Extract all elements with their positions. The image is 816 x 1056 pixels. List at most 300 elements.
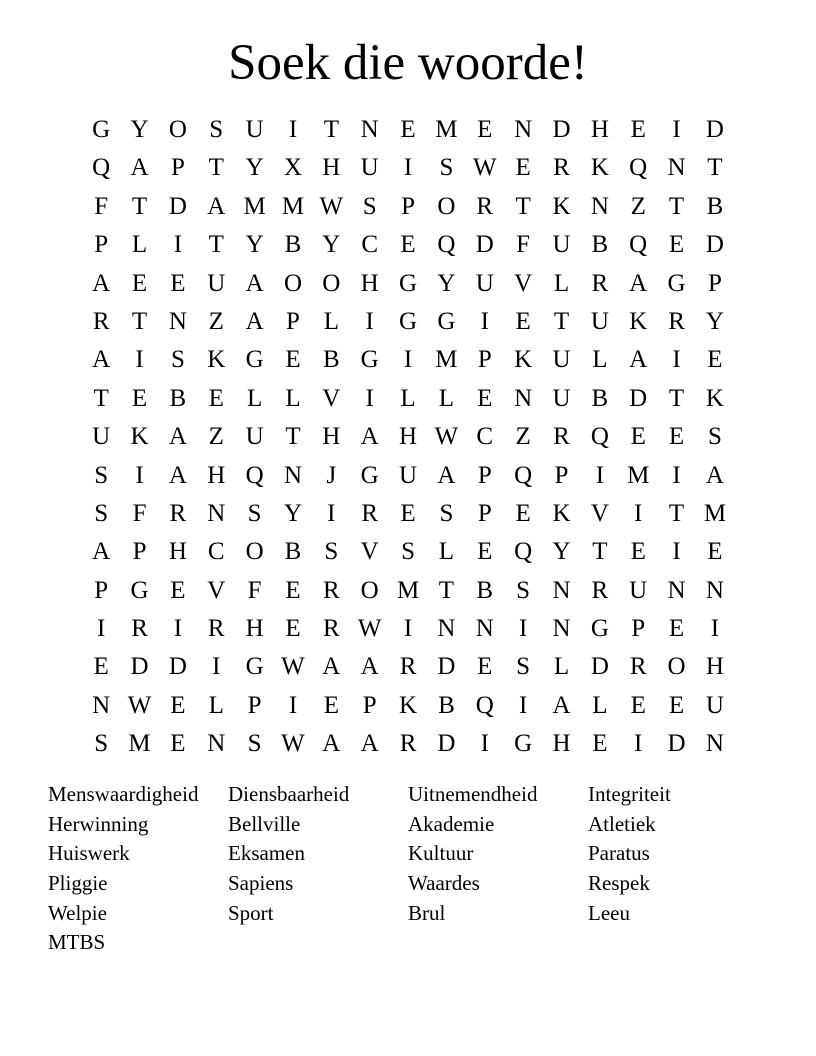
grid-letter: W xyxy=(319,192,344,220)
grid-letter: E xyxy=(630,691,646,719)
grid-letter: R xyxy=(361,499,379,527)
grid-letter: I xyxy=(518,691,528,719)
word-list-item: Sport xyxy=(228,900,274,925)
grid-letter: R xyxy=(131,615,148,643)
grid-letter: A xyxy=(705,461,724,489)
grid-letter: I xyxy=(710,615,720,643)
grid-letter: H xyxy=(590,116,609,143)
grid-letter: K xyxy=(590,154,609,182)
grid-letter: T xyxy=(668,499,685,527)
grid-letter: G xyxy=(399,307,418,335)
grid-letter: E xyxy=(170,576,186,604)
grid-letter: F xyxy=(132,499,147,527)
grid-letter: Y xyxy=(283,499,302,527)
grid-letter: G xyxy=(360,461,379,489)
grid-letter: K xyxy=(399,691,418,719)
word-list-item: Brul xyxy=(408,900,446,925)
grid-letter: D xyxy=(130,653,149,681)
grid-letter: N xyxy=(552,576,571,604)
grid-letter: M xyxy=(396,576,420,604)
word-list-item: Atletiek xyxy=(588,811,656,836)
grid-letter: E xyxy=(630,423,646,451)
grid-letter: D xyxy=(590,653,609,681)
word-list-item: Respek xyxy=(588,871,650,896)
word-list-item: Bellville xyxy=(228,811,301,836)
grid-letter: S xyxy=(94,461,109,489)
grid-letter: U xyxy=(629,576,648,604)
grid-letter: A xyxy=(92,346,111,374)
grid-letter: R xyxy=(668,307,685,335)
grid-letter: T xyxy=(592,538,608,566)
grid-letter: O xyxy=(245,538,264,566)
grid-letter: H xyxy=(399,423,418,451)
grid-letter: C xyxy=(476,423,494,451)
grid-letter: I xyxy=(288,691,298,719)
grid-letter: D xyxy=(168,192,187,220)
grid-letter: A xyxy=(92,538,111,566)
grid-letter: R xyxy=(399,653,417,681)
grid-letter: S xyxy=(170,346,185,374)
grid-letter: E xyxy=(131,269,148,297)
grid-letter: U xyxy=(207,269,226,297)
grid-row xyxy=(82,188,734,226)
grid-letter: V xyxy=(322,384,341,412)
grid-letter: E xyxy=(668,231,685,259)
grid-row xyxy=(82,725,734,763)
grid-letter: H xyxy=(207,461,226,489)
grid-letter: W xyxy=(281,730,305,758)
grid-letter: M xyxy=(281,192,305,220)
grid-letter: A xyxy=(207,192,226,220)
grid-letter: E xyxy=(668,423,685,451)
grid-letter: K xyxy=(552,499,571,527)
grid-letter: G xyxy=(360,346,379,374)
grid-letter: S xyxy=(209,116,224,143)
word-list-item: Paratus xyxy=(588,841,650,866)
grid-letter: I xyxy=(365,307,374,335)
grid-letter: Q xyxy=(475,691,494,719)
grid-letter: P xyxy=(362,691,377,719)
word-list-item: Akademie xyxy=(408,811,495,836)
grid-letter: T xyxy=(515,192,531,220)
grid-letter: I xyxy=(173,615,183,643)
grid-letter: M xyxy=(128,730,151,758)
grid-letter: C xyxy=(361,231,379,259)
grid-letter: R xyxy=(591,576,609,604)
grid-letter: L xyxy=(553,269,570,297)
grid-letter: E xyxy=(668,615,685,643)
word-list-item: MTBS xyxy=(48,930,106,955)
grid-letter: K xyxy=(207,346,226,374)
grid-letter: N xyxy=(705,576,724,604)
grid-letter: D xyxy=(475,231,494,259)
grid-letter: L xyxy=(400,384,416,412)
grid-letter: S xyxy=(94,499,109,527)
grid-letter: V xyxy=(207,576,226,604)
grid-letter: Y xyxy=(552,538,571,566)
grid-letter: G xyxy=(130,576,149,604)
word-list-item: Kultuur xyxy=(408,841,474,866)
grid-letter: P xyxy=(132,538,147,566)
grid-letter: R xyxy=(169,499,187,527)
grid-letter: T xyxy=(208,154,224,182)
grid-letter: P xyxy=(707,269,722,297)
grid-letter: L xyxy=(323,307,339,335)
grid-letter: E xyxy=(285,576,301,604)
grid-letter: T xyxy=(668,192,685,220)
grid-letter: B xyxy=(284,231,302,259)
word-list-item: Pliggie xyxy=(48,871,108,896)
grid-letter: T xyxy=(208,231,224,259)
grid-letter: Y xyxy=(322,231,341,259)
grid-letter: A xyxy=(552,691,571,719)
grid-letter: U xyxy=(552,231,571,259)
grid-letter: E xyxy=(515,499,531,527)
grid-letter: H xyxy=(705,653,724,681)
page-title: Soek die woorde! xyxy=(228,35,588,91)
grid-letter: R xyxy=(322,576,340,604)
grid-letter: W xyxy=(357,615,382,643)
grid-letter: D xyxy=(705,116,724,143)
grid-letter: I xyxy=(672,346,681,374)
grid-letter: E xyxy=(477,384,493,412)
grid-letter: I xyxy=(595,461,605,489)
grid-letter: T xyxy=(553,307,570,335)
grid-letter: H xyxy=(245,615,264,643)
grid-letter: Q xyxy=(245,461,264,489)
grid-letter: F xyxy=(94,192,109,220)
grid-row xyxy=(82,303,734,341)
grid-letter: I xyxy=(403,154,413,182)
grid-letter: A xyxy=(629,346,648,374)
grid-letter: Q xyxy=(92,154,111,182)
word-list-item: Integriteit xyxy=(588,782,671,806)
grid-letter: L xyxy=(285,384,301,412)
grid-letter: N xyxy=(514,384,533,412)
grid-letter: S xyxy=(439,499,454,527)
grid-letter: I xyxy=(288,116,298,143)
grid-letter: R xyxy=(207,615,225,643)
grid-letter: Y xyxy=(130,116,149,143)
grid-letter: G xyxy=(245,346,264,374)
grid-row xyxy=(82,533,734,571)
grid-letter: E xyxy=(170,691,186,719)
grid-letter: R xyxy=(399,730,417,758)
grid-letter: N xyxy=(168,307,187,335)
grid-letter: G xyxy=(92,116,111,143)
grid-letter: E xyxy=(323,691,339,719)
grid-row xyxy=(82,111,734,149)
grid-letter: P xyxy=(94,231,109,259)
grid-letter: E xyxy=(131,384,148,412)
grid-letter: J xyxy=(326,461,337,489)
grid-letter: P xyxy=(401,192,415,220)
grid-letter: Z xyxy=(208,307,224,335)
grid-letter: Y xyxy=(705,307,724,335)
grid-row xyxy=(82,418,734,456)
grid-letter: U xyxy=(552,384,571,412)
grid-letter: T xyxy=(131,192,148,220)
grid-row xyxy=(82,226,734,264)
grid-letter: B xyxy=(322,346,340,374)
grid-letter: Q xyxy=(590,423,609,451)
grid-letter: T xyxy=(93,384,109,412)
grid-letter: U xyxy=(590,307,609,335)
grid-letter: A xyxy=(360,730,379,758)
grid-letter: O xyxy=(283,269,302,297)
grid-letter: Z xyxy=(208,423,224,451)
grid-letter: I xyxy=(672,461,681,489)
grid-letter: N xyxy=(705,730,724,758)
grid-letter: I xyxy=(672,116,681,143)
grid-letter: P xyxy=(286,307,300,335)
grid-row xyxy=(82,380,734,418)
grid-letter: S xyxy=(401,538,415,566)
grid-letter: T xyxy=(285,423,301,451)
grid-row xyxy=(82,149,734,187)
grid-letter: V xyxy=(590,499,609,527)
grid-letter: Q xyxy=(629,154,648,182)
grid-row xyxy=(82,687,734,725)
grid-letter: U xyxy=(552,346,571,374)
grid-letter: G xyxy=(437,307,456,335)
grid-letter: K xyxy=(130,423,149,451)
grid-letter: S xyxy=(94,730,109,758)
grid-letter: A xyxy=(437,461,456,489)
grid-letter: T xyxy=(131,307,148,335)
grid-letter: E xyxy=(630,538,646,566)
grid-row xyxy=(82,648,734,686)
grid-letter: L xyxy=(438,384,455,412)
grid-letter: A xyxy=(322,653,341,681)
grid-letter: E xyxy=(285,346,301,374)
grid-letter: G xyxy=(514,730,533,758)
grid-letter: A xyxy=(168,461,187,489)
grid-letter: N xyxy=(207,499,226,527)
grid-letter: E xyxy=(170,730,186,758)
grid-letter: G xyxy=(245,653,264,681)
grid-letter: N xyxy=(360,116,379,143)
grid-letter: R xyxy=(629,653,647,681)
word-list-item: Welpie xyxy=(48,900,107,925)
grid-letter: W xyxy=(127,691,152,719)
grid-letter: E xyxy=(477,116,493,143)
grid-letter: D xyxy=(168,653,187,681)
grid-letter: R xyxy=(322,615,340,643)
grid-letter: D xyxy=(437,653,456,681)
word-list xyxy=(48,780,768,958)
grid-letter: E xyxy=(477,538,493,566)
grid-letter: R xyxy=(591,269,609,297)
grid-letter: U xyxy=(245,116,264,143)
word-list-item: Uitnemendheid xyxy=(408,782,538,806)
grid-letter: I xyxy=(403,346,413,374)
grid-letter: O xyxy=(360,576,379,604)
grid-letter: U xyxy=(245,423,264,451)
word-list-item: Sapiens xyxy=(228,871,294,896)
grid-letter: W xyxy=(434,423,459,451)
grid-letter: O xyxy=(437,192,456,220)
grid-letter: E xyxy=(400,499,416,527)
grid-letter: K xyxy=(552,192,571,220)
grid-letter: B xyxy=(438,691,455,719)
grid-letter: U xyxy=(475,269,494,297)
grid-letter: K xyxy=(629,307,648,335)
grid-letter: G xyxy=(399,269,418,297)
grid-letter: N xyxy=(437,615,456,643)
grid-letter: N xyxy=(514,116,533,143)
grid-letter: R xyxy=(92,307,110,335)
grid-letter: P xyxy=(477,461,492,489)
grid-letter: N xyxy=(552,615,571,643)
word-list-item: Eksamen xyxy=(228,841,305,866)
grid-letter: I xyxy=(480,307,489,335)
grid-letter: A xyxy=(360,653,379,681)
grid-letter: A xyxy=(245,269,264,297)
grid-letter: B xyxy=(476,576,494,604)
grid-letter: N xyxy=(92,691,111,719)
grid-letter: R xyxy=(553,423,570,451)
grid-letter: I xyxy=(135,461,144,489)
grid-letter: E xyxy=(400,231,416,259)
grid-letter: S xyxy=(324,538,339,566)
grid-row xyxy=(82,495,734,533)
grid-letter: E xyxy=(170,269,186,297)
grid-letter: E xyxy=(668,691,685,719)
word-list-item: Diensbaarheid xyxy=(228,782,350,806)
grid-letter: S xyxy=(707,423,722,451)
grid-letter: N xyxy=(667,154,686,182)
grid-letter: O xyxy=(667,653,686,681)
grid-letter: R xyxy=(553,154,570,182)
grid-row xyxy=(82,341,734,379)
grid-letter: U xyxy=(705,691,724,719)
grid-letter: I xyxy=(97,615,106,643)
grid-letter: G xyxy=(667,269,686,297)
grid-letter: N xyxy=(283,461,302,489)
grid-letter: I xyxy=(480,730,489,758)
grid-letter: N xyxy=(207,730,226,758)
grid-letter: I xyxy=(634,730,643,758)
grid-letter: B xyxy=(284,538,302,566)
grid-letter: K xyxy=(705,384,724,412)
grid-letter: M xyxy=(435,346,458,374)
grid-letter: D xyxy=(437,730,456,758)
grid-letter: P xyxy=(170,154,185,182)
grid-letter: S xyxy=(247,730,262,758)
grid-letter: F xyxy=(247,576,262,604)
grid-letter: A xyxy=(360,423,379,451)
grid-letter: B xyxy=(591,384,609,412)
grid-row xyxy=(82,265,734,303)
grid-letter: H xyxy=(322,154,341,182)
grid-letter: Z xyxy=(515,423,531,451)
grid-letter: Q xyxy=(629,231,648,259)
word-list-item: Menswaardigheid xyxy=(48,782,199,806)
grid-letter: V xyxy=(360,538,379,566)
word-list-item: Herwinning xyxy=(48,811,149,836)
grid-letter: E xyxy=(515,307,531,335)
grid-letter: Y xyxy=(245,231,264,259)
grid-letter: L xyxy=(131,231,148,259)
grid-letter: S xyxy=(362,192,377,220)
grid-letter: M xyxy=(243,192,266,220)
grid-letter: T xyxy=(438,576,455,604)
grid-letter: G xyxy=(590,615,609,643)
grid-row xyxy=(82,610,734,648)
word-list-item: Huiswerk xyxy=(48,841,130,866)
grid-letter: Z xyxy=(630,192,646,220)
grid-letter: M xyxy=(435,116,458,143)
grid-letter: E xyxy=(400,116,416,143)
grid-letter: W xyxy=(472,154,497,182)
grid-letter: S xyxy=(516,576,531,604)
grid-letter: P xyxy=(477,499,492,527)
grid-letter: E xyxy=(208,384,224,412)
grid-letter: P xyxy=(94,576,109,604)
grid-letter: P xyxy=(477,346,492,374)
word-list-item: Leeu xyxy=(588,900,630,925)
grid-letter: E xyxy=(477,653,493,681)
grid-letter: L xyxy=(246,384,263,412)
grid-letter: L xyxy=(208,691,224,719)
grid-letter: I xyxy=(173,231,183,259)
grid-letter: I xyxy=(135,346,144,374)
grid-letter: A xyxy=(130,154,149,182)
grid-letter: P xyxy=(554,461,569,489)
grid-letter: A xyxy=(245,307,264,335)
grid-letter: D xyxy=(705,231,724,259)
grid-letter: S xyxy=(516,653,531,681)
grid-letter: T xyxy=(707,154,723,182)
grid-letter: P xyxy=(247,691,262,719)
grid-letter: A xyxy=(322,730,341,758)
grid-letter: T xyxy=(323,116,339,143)
grid-letter: U xyxy=(360,154,379,182)
grid-letter: T xyxy=(668,384,685,412)
grid-letter: E xyxy=(515,154,531,182)
grid-letter: F xyxy=(516,231,531,259)
grid-letter: R xyxy=(476,192,494,220)
grid-letter: M xyxy=(703,499,727,527)
word-list-item: Waardes xyxy=(408,871,480,896)
grid-letter: E xyxy=(285,615,301,643)
grid-letter: U xyxy=(92,423,111,451)
grid-letter: I xyxy=(327,499,336,527)
grid-letter: O xyxy=(168,116,187,143)
grid-letter: X xyxy=(283,154,302,182)
grid-letter: D xyxy=(667,730,686,758)
grid-letter: D xyxy=(552,116,571,143)
grid-letter: N xyxy=(667,576,686,604)
grid-letter: A xyxy=(92,269,111,297)
grid-letter: P xyxy=(631,615,646,643)
grid-letter: I xyxy=(634,499,643,527)
grid-row xyxy=(82,572,734,610)
grid-letter: E xyxy=(592,730,608,758)
grid-letter: I xyxy=(518,615,528,643)
grid-letter: D xyxy=(629,384,648,412)
grid-letter: O xyxy=(322,269,341,297)
grid-letter: L xyxy=(553,653,570,681)
grid-letter: C xyxy=(207,538,225,566)
grid-letter: Y xyxy=(437,269,456,297)
grid-letter: S xyxy=(247,499,262,527)
grid-letter: W xyxy=(281,653,305,681)
grid-letter: E xyxy=(93,653,109,681)
grid-letter: E xyxy=(707,538,723,566)
letter-grid xyxy=(82,111,734,764)
